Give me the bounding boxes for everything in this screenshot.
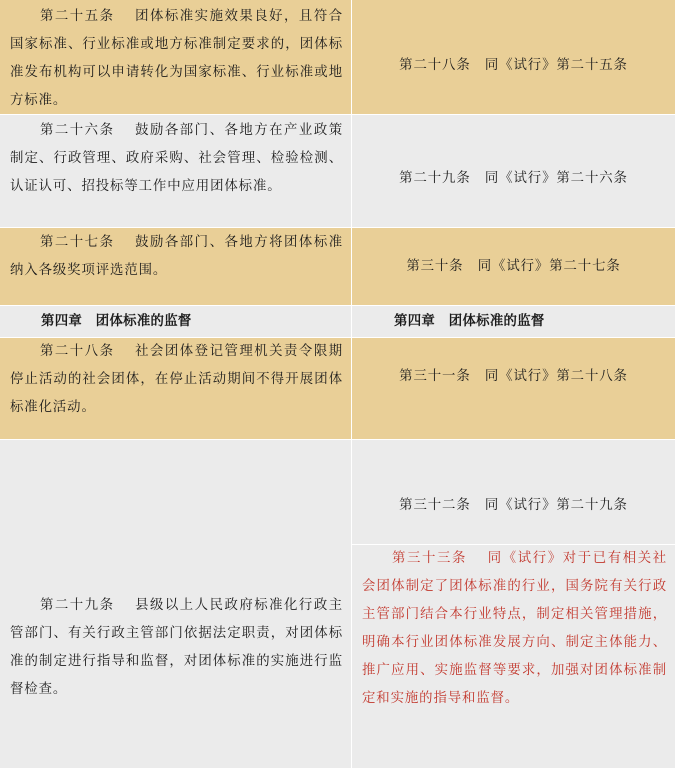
article-33-text: 第三十三条 同《试行》对于已有相关社会团体制定了团体标准的行业，国务院有关行政主管部门结合本行业特点，制定相关管理措施，明确本行业团体标准发展方向、制定主体能力、推广应用、实施监督等要求，加强对团体标准制定和实施的指导和监督。: [362, 551, 667, 706]
left-cell: [0, 228, 352, 305]
left-cell: [0, 338, 352, 439]
left-cell: [0, 0, 352, 114]
article-29-text: 第二十九条 同《试行》第二十六条: [399, 171, 628, 186]
article-31-text: 第三十一条 同《试行》第二十八条: [399, 369, 628, 384]
right-cell: [352, 440, 675, 768]
right-cell: [352, 0, 675, 114]
table-row: [0, 338, 675, 440]
article-28-old-text: 第二十八条 社会团体登记管理机关责令限期停止活动的社会团体，在停止活动期间不得开展团体标准化活动。: [10, 344, 343, 415]
article-29-old-text: 第二十九条 县级以上人民政府标准化行政主管部门、有关行政主管部门依据法定职责，对团体标准的制定进行指导和监督，对团体标准的实施进行监督检查。: [10, 598, 343, 697]
table-row: [0, 306, 675, 338]
table-row: [0, 115, 675, 228]
left-cell: [0, 306, 352, 337]
article-28-text: 第二十八条 同《试行》第二十五条: [399, 58, 628, 73]
table-row: [0, 440, 675, 768]
right-subcell: [352, 545, 675, 768]
right-cell: [352, 115, 675, 227]
article-30-text: 第三十条 同《试行》第二十七条: [406, 259, 621, 274]
right-cell: [352, 228, 675, 305]
article-27-text: 第二十七条 鼓励各部门、各地方将团体标准纳入各级奖项评选范围。: [10, 235, 343, 278]
left-cell: [0, 115, 352, 227]
left-cell: [0, 440, 352, 768]
article-25-text: 第二十五条 团体标准实施效果良好，且符合国家标准、行业标准或地方标准制定要求的，团体标准发布机构可以申请转化为国家标准、行业标准或地方标准。: [10, 9, 343, 108]
right-cell: [352, 306, 675, 337]
right-subcell: [352, 440, 675, 545]
chapter-heading: 第四章 团体标准的监督: [41, 314, 192, 329]
article-32-text: 第三十二条 同《试行》第二十九条: [399, 498, 628, 513]
table-row: [0, 0, 675, 115]
right-cell: [352, 338, 675, 439]
article-26-text: 第二十六条 鼓励各部门、各地方在产业政策制定、行政管理、政府采购、社会管理、检验检测、认证认可、招投标等工作中应用团体标准。: [10, 123, 343, 194]
table-row: [0, 228, 675, 306]
chapter-heading: 第四章 团体标准的监督: [394, 314, 545, 329]
